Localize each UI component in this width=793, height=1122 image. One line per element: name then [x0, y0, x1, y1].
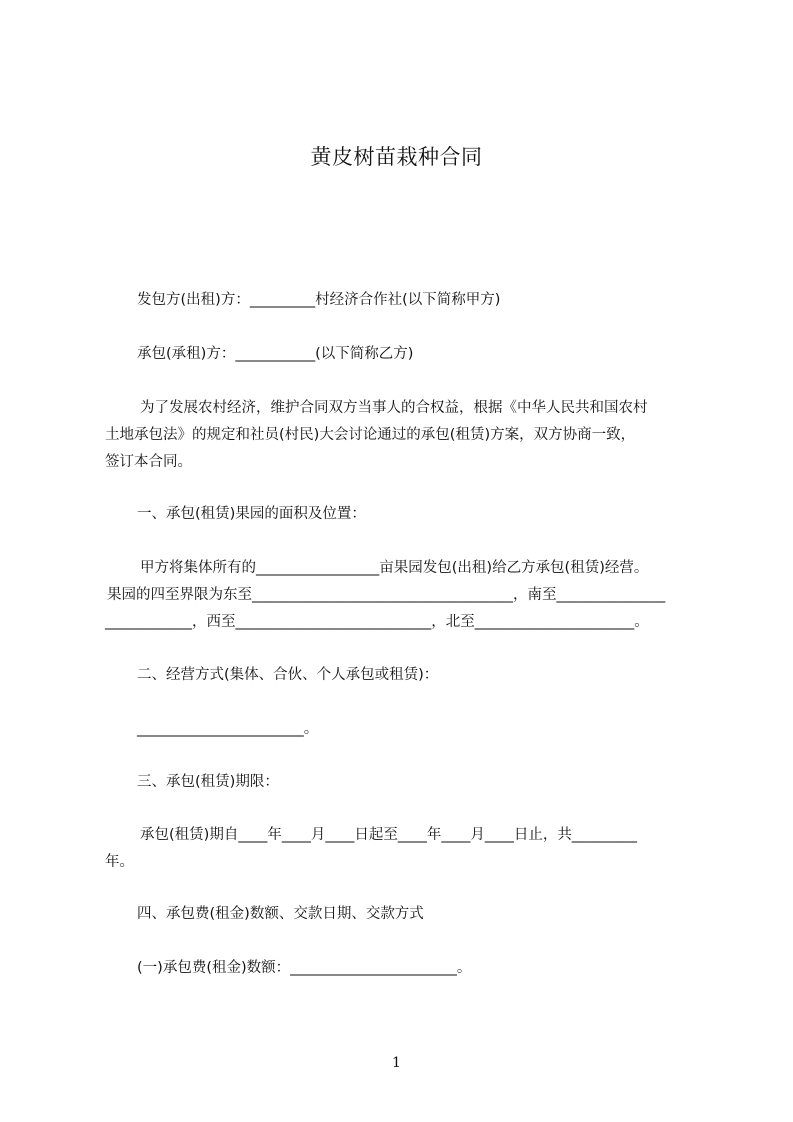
page-number: 1 [392, 1055, 401, 1071]
section-4-heading: 四、承包费(租金)数额、交款日期、交款方式 [137, 906, 424, 922]
preamble-line-1: 为了发展农村经济，维护合同双方当事人的合权益，根据《中华人民共和国农村 [140, 400, 648, 416]
section-3-line-2: 年。 [105, 854, 134, 870]
section-3-heading: 三、承包(租赁)期限： [137, 774, 279, 790]
section-1-heading: 一、承包(租赁)果园的面积及位置： [137, 506, 366, 522]
section-4-item-1: (一)承包费(租金)数额：_______________________。 [137, 960, 472, 976]
party-b-line: 承包(承租)方：___________(以下简称乙方) [137, 346, 414, 362]
section-3-line-1: 承包(租赁)期自____年____月____日起至____年____月____日止，共_________ [140, 827, 638, 843]
section-1-line-1: 甲方将集体所有的_________________亩果园发包(出租)给乙方承包(租赁)经营。 [140, 560, 649, 576]
party-a-line: 发包方(出租)方：_________村经济合作社(以下简称甲方) [137, 292, 501, 308]
section-2-heading: 二、经营方式(集体、合伙、个人承包或租赁)： [137, 667, 439, 683]
section-1-line-3: ____________，西至___________________________，北至______________________。 [105, 614, 649, 630]
document-title: 黄皮树苗栽种合同 [310, 145, 483, 169]
preamble-line-3: 签订本合同。 [105, 454, 192, 470]
section-1-line-2: 果园的四至界限为东至____________________________________，南至_______________ [107, 587, 666, 603]
section-2-line: _______________________。 [137, 721, 319, 737]
preamble-line-2: 土地承包法》的规定和社员(村民)大会讨论通过的承包(租赁)方案，双方协商一致， [105, 427, 636, 443]
